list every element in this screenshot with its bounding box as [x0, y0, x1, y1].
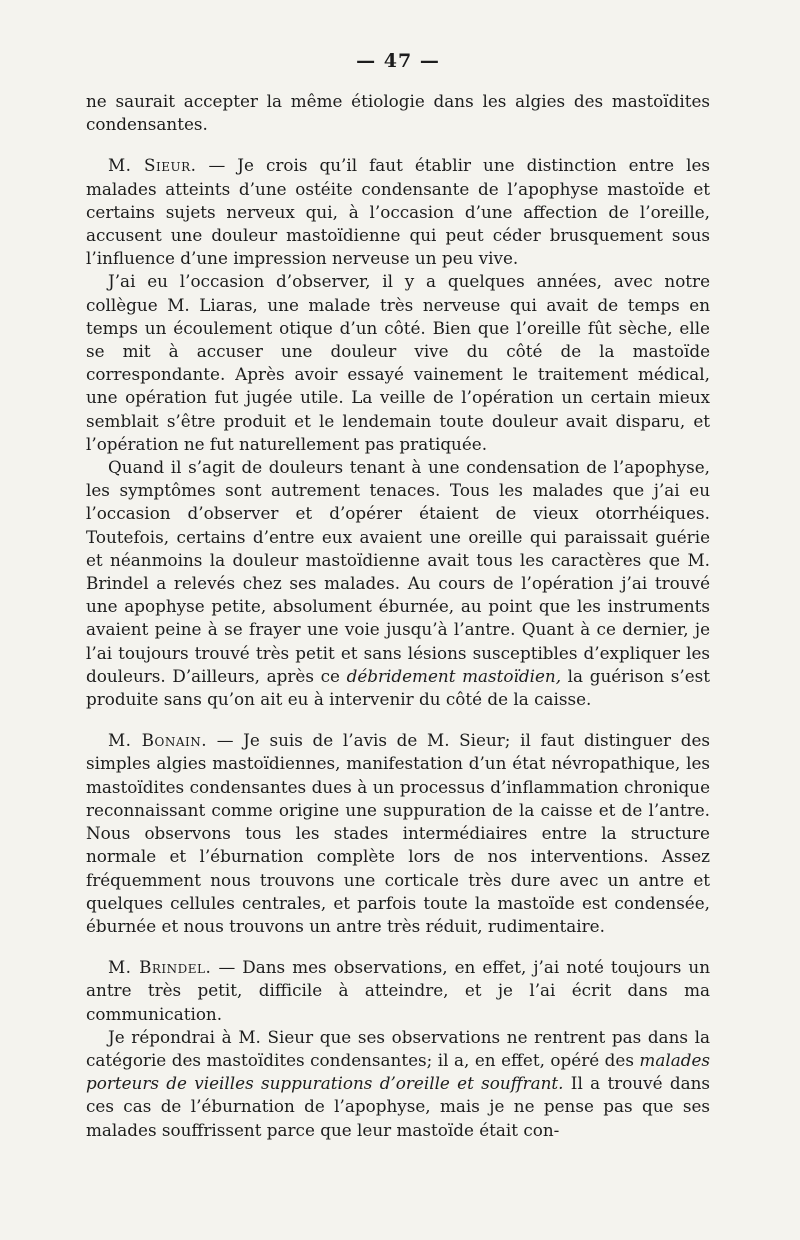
brindel-paragraph-2	[86, 1026, 710, 1142]
brindel-text-2a: Je répondrai à M. Sieur que ses observations ne rentrent pas dans la catégorie des mastoïdites condensantes; il a, en effet, opéré des	[86, 1026, 710, 1070]
page-number: — 47 —	[356, 50, 440, 72]
sieur-text-3b: la guérison s’est produite sans qu’on ait eu à intervenir du côté de la caisse.	[86, 665, 710, 710]
brindel-paragraph-1	[86, 956, 710, 1026]
sieur-text-3-emphasis: débridement mastoïdien,	[346, 665, 562, 686]
opening-paragraph: ne saurait accepter la même étiologie dans les algies des mastoïdites condensantes.	[86, 91, 710, 135]
bonain-paragraph	[86, 729, 710, 938]
bonain-text: — Je suis de l’avis de M. Sieur; il faut distinguer des simples algies mastoïdiennes, manifestation d’un état névropathique, les mastoïdites condensantes dues à un processus d’inflammation chronique reconnaissant comme origine une suppuration de la caisse et de l’antre. Nous observons tous les stades intermédiaires entre la structure normale et l’éburnation complète lors de nos interventions. Assez fréquemment nous trouvons une corticale très dure avec un antre et quelques cellules centrales, et parfois toute la mastoïde est condensée, éburnée et nous trouvons un antre très réduit, rudimentaire.	[86, 730, 710, 936]
speaker-sieur: M. Sieur.	[108, 155, 197, 176]
sieur-text-1: — Je crois qu’il faut établir une distinction entre les malades atteints d’une ostéite condensante de l’apophyse mastoïde et certains sujets nerveux qui, à l’occasion d’une affection de l’oreille, accusent une douleur mastoïdienne qui peut céder brusquement sous l’influence d’une impression nerveuse un peu vive.	[86, 155, 710, 269]
speaker-brindel: M. Brindel.	[108, 957, 212, 978]
brindel-text-2-emphasis: malades porteurs de vieilles suppurations d’oreille et souffrant.	[86, 1049, 710, 1094]
sieur-paragraph-2: J’ai eu l’occasion d’observer, il y a quelques années, avec notre collègue M. Liaras, une malade très nerveuse qui avait de temps en temps un écoulement otique d’un côté. Bien que l’oreille fût sèche, elle se mit à accuser une douleur vive du côté de la mastoïde correspondante. Après avoir essayé vainement le traitement médical, une opération fut jugée utile. La veille de l’opération un certain mieux semblait s’être produit et le lendemain toute douleur avait disparu, et l’opération ne fut naturellement pas pratiquée.	[86, 271, 710, 454]
sieur-paragraph-1	[86, 154, 710, 270]
brindel-text-1: — Dans mes observations, en effet, j’ai noté toujours un antre très petit, difficile à atteindre, et je l’ai écrit dans ma communication.	[86, 957, 710, 1024]
sieur-text-3a: Quand il s’agit de douleurs tenant à une condensation de l’apophyse, les symptômes sont autrement tenaces. Tous les malades que j’ai eu l’occasion d’observer et d’opérer étaient de vieux otorrhéiques. Toutefois, certains d’entre eux avaient une oreille qui paraissait guérie et néanmoins la douleur mastoïdienne avait tous les caractères que M. Brindel a relevés chez ses malades. Au cours de l’opération j’ai trouvé une apophyse petite, absolument éburnée, au point que les instruments avaient peine à se frayer une voie jusqu’à l’antre. Quant à ce dernier, je l’ai toujours trouvé très petit et sans lésions susceptibles d’expliquer les douleurs. D’ailleurs, après ce	[86, 457, 710, 686]
sieur-paragraph-3	[86, 456, 710, 711]
brindel-text-2b: Il a trouvé dans ces cas de l’éburnation de l’apophyse, mais je ne pense pas que ses malades souffrissent parce que leur mastoïde était con-	[86, 1073, 711, 1140]
speaker-bonain: M. Bonain.	[108, 730, 208, 751]
